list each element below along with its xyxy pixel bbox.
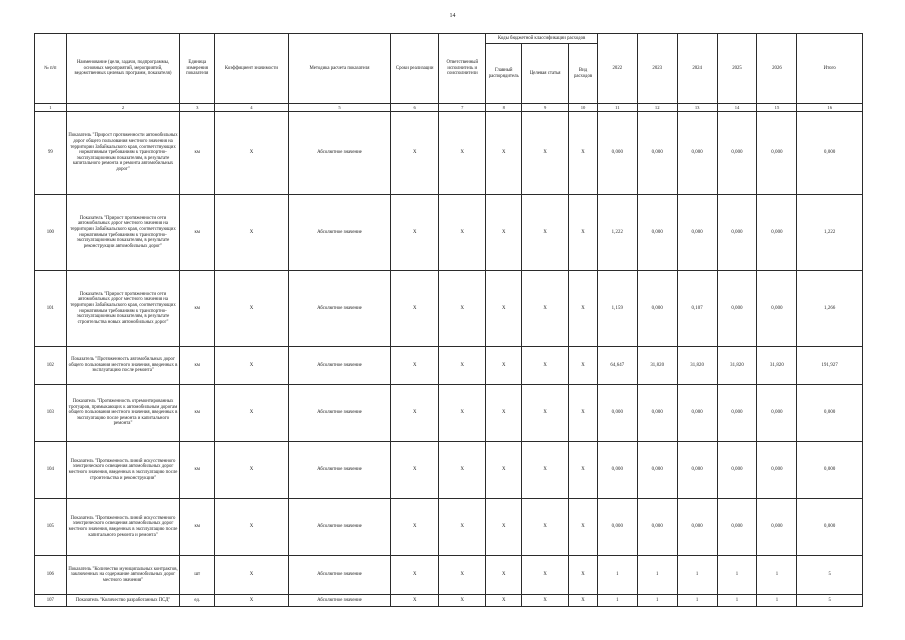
terms-cell: Х xyxy=(391,442,439,499)
unit-cell: км xyxy=(180,347,215,385)
main-manager-cell: Х xyxy=(486,112,522,195)
year-value-cell: 0,000 xyxy=(757,271,797,347)
header-year-2023: 2023 xyxy=(637,34,677,104)
column-number: 6 xyxy=(391,104,439,112)
main-manager-cell: Х xyxy=(486,556,522,595)
expense-type-cell: Х xyxy=(569,112,598,195)
header-responsible: Ответственный исполнитель и соисполнители xyxy=(439,34,486,104)
table-row xyxy=(35,556,863,595)
year-value-cell: 1 xyxy=(637,556,677,595)
expense-type-cell: Х xyxy=(569,195,598,271)
responsible-cell: Х xyxy=(439,112,486,195)
row-number-cell: 104 xyxy=(35,442,67,499)
year-value-cell: 0,000 xyxy=(717,499,757,556)
year-value-cell: 0,000 xyxy=(677,195,717,271)
header-total: Итого xyxy=(797,34,863,104)
year-value-cell: 1 xyxy=(717,595,757,607)
terms-cell: Х xyxy=(391,271,439,347)
year-value-cell: 0,000 xyxy=(757,442,797,499)
unit-cell: км xyxy=(180,195,215,271)
indicator-name-cell: Показатель "Количество муниципальных контрактов, заключенных на содержание автомобильных дорог местного значения" xyxy=(66,556,180,595)
row-number-cell: 105 xyxy=(35,499,67,556)
total-cell: 191,927 xyxy=(797,347,863,385)
responsible-cell: Х xyxy=(439,347,486,385)
year-value-cell: 1 xyxy=(597,595,637,607)
row-number-cell: 99 xyxy=(35,112,67,195)
main-manager-cell: Х xyxy=(486,271,522,347)
indicator-name-cell: Показатель "Протяженность линий искусственного электрического освещения автомобильных дорог местного значения, введенных в эксплуатацию после строительства и реконструкции" xyxy=(66,442,180,499)
expense-type-cell: Х xyxy=(569,271,598,347)
column-number: 10 xyxy=(569,104,598,112)
table-row xyxy=(35,112,863,195)
year-value-cell: 1 xyxy=(597,556,637,595)
year-value-cell: 0,000 xyxy=(637,442,677,499)
target-article-cell: Х xyxy=(522,442,569,499)
header-budget-codes: Коды бюджетной классификации расходов xyxy=(486,34,598,44)
year-value-cell: 0,000 xyxy=(637,499,677,556)
method-cell: Абсолютное значение xyxy=(288,442,390,499)
main-manager-cell: Х xyxy=(486,195,522,271)
column-number: 1 xyxy=(35,104,67,112)
year-value-cell: 0,000 xyxy=(757,195,797,271)
terms-cell: Х xyxy=(391,499,439,556)
year-value-cell: 0,000 xyxy=(637,271,677,347)
year-value-cell: 1,159 xyxy=(597,271,637,347)
unit-cell: км xyxy=(180,112,215,195)
responsible-cell: Х xyxy=(439,195,486,271)
year-value-cell: 31,820 xyxy=(637,347,677,385)
coefficient-cell: Х xyxy=(215,442,289,499)
table-row xyxy=(35,595,863,607)
year-value-cell: 1,222 xyxy=(597,195,637,271)
method-cell: Абсолютное значение xyxy=(288,347,390,385)
column-number: 16 xyxy=(797,104,863,112)
unit-cell: км xyxy=(180,442,215,499)
table-row xyxy=(35,499,863,556)
column-number: 11 xyxy=(597,104,637,112)
total-cell: 5 xyxy=(797,556,863,595)
total-cell: 0,000 xyxy=(797,112,863,195)
main-manager-cell: Х xyxy=(486,442,522,499)
column-number: 8 xyxy=(486,104,522,112)
year-value-cell: 1 xyxy=(757,595,797,607)
year-value-cell: 0,000 xyxy=(717,385,757,442)
expense-type-cell: Х xyxy=(569,499,598,556)
indicator-name-cell: Показатель "Прирост протяженности автомобильных дорог общего пользования местного значения на территории Забайкальского края, соответствующих нормативным требованиям к транспортно-эксплуатационным показателям, в результате капитального ремонта и ремонта автомобильных дорог" xyxy=(66,112,180,195)
year-value-cell: 0,000 xyxy=(717,195,757,271)
header-year-2025: 2025 xyxy=(717,34,757,104)
terms-cell: Х xyxy=(391,112,439,195)
year-value-cell: 0,000 xyxy=(757,499,797,556)
indicator-name-cell: Показатель "Протяженность автомобильных дорог общего пользования местного значения, введенных в эксплуатацию после ремонта" xyxy=(66,347,180,385)
total-cell: 0,000 xyxy=(797,442,863,499)
year-value-cell: 0,000 xyxy=(597,499,637,556)
method-cell: Абсолютное значение xyxy=(288,271,390,347)
year-value-cell: 0,000 xyxy=(757,385,797,442)
column-number: 9 xyxy=(522,104,569,112)
table-row xyxy=(35,385,863,442)
table-row xyxy=(35,347,863,385)
table-row xyxy=(35,442,863,499)
year-value-cell: 1 xyxy=(677,595,717,607)
unit-cell: шт xyxy=(180,556,215,595)
expense-type-cell: Х xyxy=(569,442,598,499)
responsible-cell: Х xyxy=(439,499,486,556)
coefficient-cell: Х xyxy=(215,347,289,385)
year-value-cell: 0,000 xyxy=(677,112,717,195)
header-year-2026: 2026 xyxy=(757,34,797,104)
main-manager-cell: Х xyxy=(486,385,522,442)
year-value-cell: 1 xyxy=(637,595,677,607)
coefficient-cell: Х xyxy=(215,385,289,442)
expense-type-cell: Х xyxy=(569,347,598,385)
row-number-cell: 107 xyxy=(35,595,67,607)
coefficient-cell: Х xyxy=(215,499,289,556)
header-expense-type: Вид расходов xyxy=(569,44,598,104)
year-value-cell: 1 xyxy=(717,556,757,595)
header-num: № п/п xyxy=(35,34,67,104)
year-value-cell: 0,000 xyxy=(597,385,637,442)
header-year-2024: 2024 xyxy=(677,34,717,104)
header-target-article: Целевая статья xyxy=(522,44,569,104)
terms-cell: Х xyxy=(391,556,439,595)
header-coefficient: Коэффициент значимости xyxy=(215,34,289,104)
header-method: Методика расчета показателя xyxy=(288,34,390,104)
target-article-cell: Х xyxy=(522,195,569,271)
year-value-cell: 0,000 xyxy=(597,442,637,499)
row-number-cell: 101 xyxy=(35,271,67,347)
row-number-cell: 100 xyxy=(35,195,67,271)
coefficient-cell: Х xyxy=(215,595,289,607)
year-value-cell: 0,000 xyxy=(637,195,677,271)
year-value-cell: 0,000 xyxy=(757,112,797,195)
unit-cell: ед. xyxy=(180,595,215,607)
target-article-cell: Х xyxy=(522,595,569,607)
responsible-cell: Х xyxy=(439,595,486,607)
indicator-name-cell: Показатель "Протяженность линий искусственного электрического освещения автомобильных дорог местного значения, введенных в эксплуатацию после капитального ремонта и ремонта" xyxy=(66,499,180,556)
coefficient-cell: Х xyxy=(215,195,289,271)
year-value-cell: 0,000 xyxy=(677,499,717,556)
year-value-cell: 0,000 xyxy=(677,385,717,442)
year-value-cell: 0,000 xyxy=(717,112,757,195)
unit-cell: км xyxy=(180,385,215,442)
indicator-name-cell: Показатель "Протяженность отремонтированных тротуаров, примыкающих к автомобильным дорогам общего пользования местного значения, введенных в эксплуатацию после ремонта и капитального ремонта" xyxy=(66,385,180,442)
column-number: 2 xyxy=(66,104,180,112)
main-manager-cell: Х xyxy=(486,347,522,385)
year-value-cell: 64,647 xyxy=(597,347,637,385)
main-manager-cell: Х xyxy=(486,499,522,556)
row-number-cell: 102 xyxy=(35,347,67,385)
expense-type-cell: Х xyxy=(569,595,598,607)
year-value-cell: 1 xyxy=(677,556,717,595)
target-article-cell: Х xyxy=(522,112,569,195)
indicators-table xyxy=(34,33,863,607)
terms-cell: Х xyxy=(391,195,439,271)
method-cell: Абсолютное значение xyxy=(288,556,390,595)
header-name: Наименование (цели, задачи, подпрограммы, основных мероприятий, мероприятий, ведомственных целевых программ, показателя) xyxy=(66,34,180,104)
year-value-cell: 0,000 xyxy=(717,271,757,347)
expense-type-cell: Х xyxy=(569,556,598,595)
coefficient-cell: Х xyxy=(215,271,289,347)
terms-cell: Х xyxy=(391,347,439,385)
responsible-cell: Х xyxy=(439,442,486,499)
total-cell: 0,000 xyxy=(797,385,863,442)
year-value-cell: 31,820 xyxy=(717,347,757,385)
total-cell: 1,222 xyxy=(797,195,863,271)
indicator-name-cell: Показатель "Количество разработанных ПСД" xyxy=(66,595,180,607)
row-number-cell: 103 xyxy=(35,385,67,442)
method-cell: Абсолютное значение xyxy=(288,112,390,195)
year-value-cell: 31,820 xyxy=(757,347,797,385)
responsible-cell: Х xyxy=(439,556,486,595)
column-number: 13 xyxy=(677,104,717,112)
method-cell: Абсолютное значение xyxy=(288,195,390,271)
method-cell: Абсолютное значение xyxy=(288,595,390,607)
header-main-manager: Главный распорядитель xyxy=(486,44,522,104)
year-value-cell: 0,000 xyxy=(677,442,717,499)
table-row xyxy=(35,271,863,347)
column-number: 14 xyxy=(717,104,757,112)
year-value-cell: 0,107 xyxy=(677,271,717,347)
expense-type-cell: Х xyxy=(569,385,598,442)
header-terms: Сроки реализации xyxy=(391,34,439,104)
column-number: 15 xyxy=(757,104,797,112)
column-number: 4 xyxy=(215,104,289,112)
terms-cell: Х xyxy=(391,595,439,607)
responsible-cell: Х xyxy=(439,271,486,347)
header-year-2022: 2022 xyxy=(597,34,637,104)
column-number: 5 xyxy=(288,104,390,112)
table-row xyxy=(35,195,863,271)
target-article-cell: Х xyxy=(522,499,569,556)
indicator-name-cell: Показатель "Прирост протяженности сети автомобильных дорог местного значения на территории Забайкальского края, соответствующих нормативным требованиям к транспортно-эксплуатационным показателям, в результате строительства новых автомобильных дорог" xyxy=(66,271,180,347)
total-cell: 0,000 xyxy=(797,499,863,556)
target-article-cell: Х xyxy=(522,271,569,347)
column-number: 12 xyxy=(637,104,677,112)
year-value-cell: 0,000 xyxy=(597,112,637,195)
column-number: 7 xyxy=(439,104,486,112)
year-value-cell: 0,000 xyxy=(717,442,757,499)
total-cell: 5 xyxy=(797,595,863,607)
main-manager-cell: Х xyxy=(486,595,522,607)
target-article-cell: Х xyxy=(522,556,569,595)
method-cell: Абсолютное значение xyxy=(288,499,390,556)
header-unit: Единица измерения показателя xyxy=(180,34,215,104)
coefficient-cell: Х xyxy=(215,556,289,595)
total-cell: 1,266 xyxy=(797,271,863,347)
year-value-cell: 1 xyxy=(757,556,797,595)
terms-cell: Х xyxy=(391,385,439,442)
column-number: 3 xyxy=(180,104,215,112)
coefficient-cell: Х xyxy=(215,112,289,195)
target-article-cell: Х xyxy=(522,385,569,442)
responsible-cell: Х xyxy=(439,385,486,442)
unit-cell: км xyxy=(180,499,215,556)
year-value-cell: 0,000 xyxy=(637,385,677,442)
indicator-name-cell: Показатель "Прирост протяженности сети автомобильных дорог местного значения на территории Забайкальского края, соответствующих нормативным требованиям к транспортно-эксплуатационным показателям, в результате реконструкции автомобильных дорог" xyxy=(66,195,180,271)
year-value-cell: 0,000 xyxy=(637,112,677,195)
year-value-cell: 31,820 xyxy=(677,347,717,385)
method-cell: Абсолютное значение xyxy=(288,385,390,442)
unit-cell: км xyxy=(180,271,215,347)
target-article-cell: Х xyxy=(522,347,569,385)
row-number-cell: 106 xyxy=(35,556,67,595)
page-number: 14 xyxy=(449,13,456,19)
